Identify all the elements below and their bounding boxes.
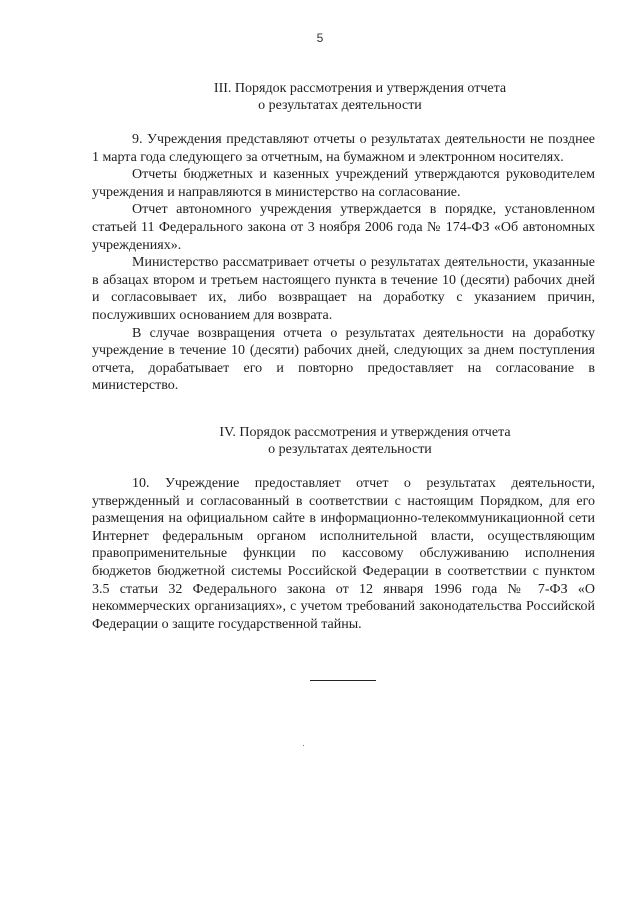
section-3-body	[92, 131, 595, 395]
paragraph-9: 9. Учреждения представляют отчеты о результатах деятельности не позднее 1 марта года следующего за отчетным, на бумажном и электронном носителях.	[92, 132, 595, 165]
paragraph-ministry-review: Министерство рассматривает отчеты о результатах деятельности, указанные в абзацах втором и третьем настоящего пункта в течение 10 (десяти) рабочих дней и согласовывает их, либо возвращает на доработку с указанием причин, послуживших основанием для возврата.	[92, 255, 595, 323]
end-of-document-rule	[310, 680, 376, 681]
paragraph-report-return: В случае возвращения отчета о результатах деятельности на доработку учреждение в течение 10 (десяти) рабочих дней, следующих за днем поступления отчета, дорабатывает его и повторно предоставляет на согласование в министерство.	[92, 325, 595, 394]
section-4-title	[0, 424, 640, 458]
section-4-title-line-1: IV. Порядок рассмотрения и утверждения отчета	[219, 425, 511, 440]
paragraph-reports-approval: Отчеты бюджетных и казенных учреждений утверждаются руководителем учреждения и направляются в министерство на согласование.	[92, 167, 595, 200]
section-3-title-line-2: о результатах деятельности	[258, 98, 422, 113]
section-4-title-line-2: о результатах деятельности	[268, 442, 432, 457]
section-3-title	[0, 80, 640, 114]
section-3-title-line-1: III. Порядок рассмотрения и утверждения отчета	[213, 81, 507, 96]
scan-speck	[303, 745, 304, 746]
paragraph-autonomous-report: Отчет автономного учреждения утверждается в порядке, установленном статьей 11 Федерального закона от 3 ноября 2006 года № 174-ФЗ «Об автономных учреждениях».	[92, 202, 595, 253]
page-number: 5	[316, 31, 324, 45]
section-4-body	[92, 475, 595, 633]
paragraph-10: 10. Учреждение предоставляет отчет о результатах деятельности, утвержденный и согласованный в соответствии с настоящим Порядком, для его размещения на официальном сайте в информационно-телекоммуникационной сети Интернет федеральным органом исполнительной власти, осуществляющим правоприменительные функции по кассовому обслуживанию исполнения бюджетов бюджетной системы Российской Федерации в соответствии с пунктом 3.5 статьи 32 Федерального закона от 12 января 1996 года № 7-ФЗ «О некоммерческих организациях», с учетом требований законодательства Российской Федерации о защите государственной тайны.	[92, 476, 595, 632]
